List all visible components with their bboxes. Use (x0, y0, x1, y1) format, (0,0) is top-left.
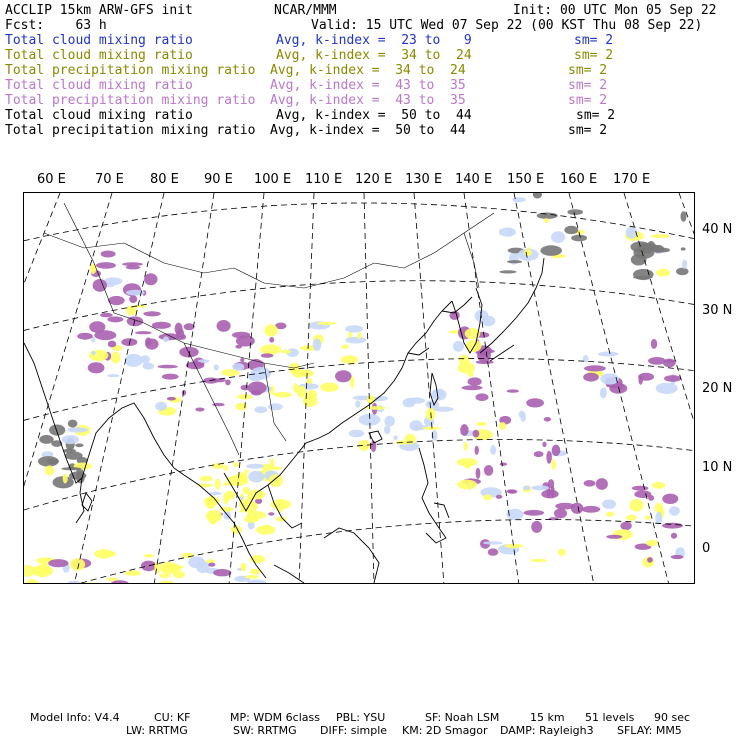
purple-field (544, 417, 551, 422)
purple-field (269, 337, 274, 343)
lon-label: 120 E (355, 172, 393, 187)
map-canvas (24, 193, 695, 584)
lat-label: 20 N (702, 381, 733, 396)
purple-field (152, 322, 171, 329)
purple-field (89, 321, 105, 333)
yellow-field (157, 581, 174, 584)
purple-field (554, 508, 567, 518)
yellow-field (224, 491, 235, 500)
lon-label: 170 E (613, 172, 651, 187)
light-blue-field (143, 363, 155, 370)
light-blue-field (656, 383, 678, 394)
light-blue-field (598, 352, 618, 357)
yellow-field (544, 218, 549, 223)
purple-field (101, 251, 116, 258)
purple-field (122, 262, 143, 266)
graticule-line (24, 440, 695, 514)
purple-field (473, 430, 480, 438)
light-blue-field (345, 325, 363, 332)
purple-field (143, 311, 161, 316)
gray-field (65, 452, 83, 460)
light-blue-field (508, 228, 512, 237)
purple-field (235, 345, 242, 349)
lon-label: 90 E (204, 172, 233, 187)
purple-field (647, 557, 653, 563)
gray-field (537, 213, 558, 219)
legend-smoothing: sm= 2 (568, 63, 608, 78)
yellow-field (173, 571, 185, 578)
light-blue-field (602, 499, 616, 509)
purple-field (620, 522, 631, 531)
gray-field (631, 254, 647, 266)
graticule-line (364, 193, 374, 584)
gray-field (499, 270, 516, 273)
light-blue-field (248, 471, 264, 483)
yellow-field (45, 465, 54, 475)
yellow-field (250, 569, 261, 575)
light-blue-field (107, 374, 119, 377)
institution: NCAR/MMM (274, 3, 337, 18)
purple-field (496, 495, 503, 499)
purple-field (664, 375, 681, 382)
legend-smoothing: sm= 2 (568, 123, 608, 138)
purple-field (526, 398, 544, 407)
light-blue-field (355, 400, 360, 408)
gray-field (46, 459, 59, 464)
footer-km: KM: 2D Smagor (402, 724, 488, 737)
light-blue-field (490, 445, 496, 455)
purple-field (584, 480, 596, 487)
legend-smoothing: sm= 2 (576, 108, 616, 123)
light-blue-field (453, 341, 464, 352)
lon-label: 70 E (95, 172, 124, 187)
light-blue-field (393, 435, 398, 440)
yellow-field (204, 496, 220, 505)
yellow-field (317, 322, 336, 325)
gray-field (39, 435, 53, 444)
yellow-field (464, 442, 468, 451)
yellow-field (63, 474, 68, 484)
light-blue-field (62, 435, 79, 444)
yellow-field (459, 355, 470, 365)
footer-timestep: 90 sec (654, 711, 691, 724)
yellow-field (278, 501, 283, 512)
legend-k-index: Avg, k-index = 43 to 35 (270, 78, 466, 93)
purple-field (476, 393, 489, 401)
purple-field (552, 445, 561, 456)
purple-field (671, 555, 684, 559)
graticule (24, 193, 695, 584)
light-blue-field (403, 398, 416, 408)
purple-field (651, 339, 657, 349)
yellow-field (256, 525, 275, 534)
purple-field (596, 478, 608, 490)
lat-label: 10 N (702, 460, 733, 475)
yellow-field (26, 579, 38, 584)
graticule-line (24, 193, 112, 584)
yellow-field (646, 540, 658, 547)
gray-field (676, 268, 689, 276)
lon-label: 60 E (37, 172, 66, 187)
light-blue-field (67, 581, 81, 584)
yellow-field (89, 350, 109, 361)
yellow-field (630, 499, 644, 512)
purple-field (534, 451, 544, 457)
yellow-field (558, 549, 566, 556)
yellow-field (457, 480, 477, 490)
light-blue-field (163, 336, 169, 342)
light-blue-field (374, 396, 388, 401)
legend-smoothing: sm= 2 (574, 33, 614, 48)
purple-field (488, 548, 499, 555)
yellow-field (341, 355, 358, 364)
purple-field (475, 446, 479, 455)
purple-field (77, 333, 93, 340)
purple-field (671, 533, 677, 539)
legend-k-index: Avg, k-index = 43 to 35 (270, 93, 466, 108)
gray-field (507, 260, 522, 263)
legend-field-name: Total cloud mixing ratio (5, 48, 193, 63)
purple-field (162, 374, 179, 380)
purple-field (96, 262, 116, 269)
light-blue-field (67, 427, 88, 432)
purple-field (141, 561, 157, 572)
yellow-field (505, 544, 524, 548)
light-blue-field (125, 354, 143, 367)
graticule-line (24, 520, 695, 584)
footer-sw: SW: RRTMG (233, 724, 297, 737)
gray-field (681, 247, 686, 250)
light-blue-field (313, 339, 322, 351)
legend-field-name: Total precipitation mixing ratio (5, 123, 256, 138)
purple-field (662, 494, 678, 504)
legend-k-index: Avg, k-index = 50 to 44 (270, 123, 466, 138)
purple-field (584, 365, 606, 371)
purple-field (100, 313, 113, 317)
purple-field (335, 370, 352, 382)
yellow-field (524, 249, 532, 256)
light-blue-field (384, 416, 395, 427)
light-blue-field (523, 486, 530, 491)
purple-field (108, 341, 117, 348)
yellow-field (320, 383, 339, 392)
yellow-field (655, 503, 663, 514)
purple-field (507, 489, 515, 493)
purple-field (531, 521, 542, 533)
gray-field (533, 193, 542, 199)
light-blue-field (91, 351, 96, 355)
purple-field (476, 468, 481, 479)
purple-field (551, 485, 555, 497)
yellow-field (181, 553, 194, 558)
gray-field (61, 467, 81, 470)
yellow-field (350, 376, 354, 388)
yellow-field (240, 563, 246, 571)
footer-levels: 51 levels (585, 711, 635, 724)
lat-label: 30 N (702, 303, 733, 318)
purple-field (225, 380, 230, 386)
yellow-field (103, 551, 116, 557)
gray-field (75, 443, 83, 447)
graticule-line (74, 193, 164, 584)
gray-field (49, 425, 65, 436)
legend-field-name: Total precipitation mixing ratio (5, 63, 256, 78)
purple-field (460, 424, 468, 436)
legend-field-name: Total precipitation mixing ratio (5, 93, 256, 108)
light-blue-field (655, 512, 662, 525)
graticule-line (414, 193, 444, 584)
map-panel (23, 192, 695, 584)
yellow-field (274, 392, 292, 397)
light-blue-field (232, 363, 244, 371)
light-blue-field (519, 411, 525, 418)
yellow-field (264, 324, 277, 336)
light-blue-field (214, 364, 219, 370)
model-title: ACCLIP 15km ARW-GFS init (5, 3, 193, 18)
light-blue-field (669, 506, 680, 516)
yellow-field (269, 474, 283, 487)
footer-pbl: PBL: YSU (336, 711, 386, 724)
yellow-field (483, 494, 492, 500)
light-blue-field (349, 430, 365, 438)
legend-k-index: Avg, k-index = 23 to 9 (276, 33, 472, 48)
gray-field (68, 420, 78, 428)
purple-field (648, 495, 654, 501)
light-blue-field (155, 402, 167, 411)
mixing-ratio-fields (24, 193, 689, 584)
purple-field (582, 506, 600, 513)
yellow-field (357, 332, 361, 339)
yellow-field (281, 350, 291, 354)
legend-smoothing: sm= 2 (568, 93, 608, 108)
lon-label: 160 E (560, 172, 598, 187)
forecast-hour: Fcst: 63 h (5, 18, 107, 33)
light-blue-field (345, 337, 366, 344)
yellow-field (144, 554, 155, 558)
yellow-field (626, 515, 637, 521)
yellow-field (297, 386, 306, 398)
yellow-field (650, 234, 670, 238)
yellow-field (244, 516, 258, 523)
light-blue-field (483, 541, 503, 544)
graticule-line (24, 193, 60, 584)
footer-model-info: Model Info: V4.4 (30, 711, 120, 724)
purple-field (524, 510, 545, 516)
lon-label: 150 E (507, 172, 545, 187)
light-blue-field (682, 260, 687, 269)
legend-k-index: Avg, k-index = 34 to 24 (276, 48, 472, 63)
footer-sflay: SFLAY: MM5 (617, 724, 682, 737)
footer-diff: DIFF: simple (320, 724, 388, 737)
light-blue-field (384, 425, 390, 434)
footer-damp: DAMP: Rayleigh3 (500, 724, 594, 737)
gray-field (567, 209, 583, 215)
graticule-line (24, 203, 695, 243)
yellow-field (233, 462, 239, 467)
yellow-field (159, 562, 178, 574)
footer-sf: SF: Noah LSM (425, 711, 500, 724)
purple-field (639, 375, 643, 384)
yellow-field (33, 565, 53, 577)
light-blue-field (437, 390, 443, 397)
purple-field (175, 323, 183, 335)
gray-field (564, 226, 578, 234)
purple-field (181, 334, 187, 339)
purple-field (476, 360, 494, 364)
valid-time: Valid: 15 UTC Wed 07 Sep 22 (00 KST Thu 08 Sep 22) (311, 18, 703, 33)
lon-label: 80 E (150, 172, 179, 187)
footer-lw: LW: RRTMG (126, 724, 188, 737)
yellow-field (551, 459, 556, 470)
purple-field (195, 408, 204, 412)
yellow-field (90, 264, 96, 275)
yellow-field (260, 344, 281, 354)
gray-field (571, 235, 587, 242)
lat-label: 40 N (702, 222, 733, 237)
yellow-field (307, 390, 317, 400)
legend-smoothing: sm= 2 (574, 48, 614, 63)
purple-field (484, 465, 493, 476)
yellow-field (111, 352, 121, 364)
yellow-field (159, 573, 170, 578)
purple-field (268, 512, 274, 515)
purple-field (48, 559, 68, 567)
footer-res: 15 km (530, 711, 565, 724)
gray-field (633, 269, 654, 280)
yellow-field (245, 470, 249, 474)
purple-field (208, 563, 215, 567)
purple-field (507, 389, 519, 392)
purple-field (261, 353, 274, 357)
purple-field (546, 451, 552, 464)
purple-field (251, 390, 262, 395)
purple-field (632, 486, 649, 491)
light-blue-field (531, 485, 549, 490)
yellow-field (342, 344, 349, 349)
yellow-field (656, 269, 670, 277)
yellow-field (606, 512, 615, 517)
gray-field (540, 245, 562, 256)
purple-field (571, 503, 583, 514)
purple-field (462, 385, 483, 390)
purple-field (232, 332, 250, 339)
yellow-field (499, 422, 506, 430)
gray-field (681, 211, 687, 222)
lon-label: 110 E (305, 172, 343, 187)
yellow-field (206, 510, 222, 522)
purple-field (167, 397, 176, 401)
purple-field (144, 273, 157, 285)
lon-label: 140 E (455, 172, 493, 187)
purple-field (583, 373, 599, 382)
yellow-field (457, 458, 478, 466)
yellow-field (86, 582, 94, 584)
lon-label: 100 E (254, 172, 292, 187)
light-blue-field (499, 228, 516, 237)
light-blue-field (600, 388, 607, 399)
purple-field (542, 442, 546, 447)
light-blue-field (626, 227, 637, 239)
purple-field (217, 320, 231, 332)
purple-field (88, 362, 105, 373)
yellow-field (237, 394, 253, 399)
purple-field (500, 463, 507, 466)
gray-field (653, 245, 664, 253)
purple-field (648, 357, 666, 365)
yellow-field (652, 482, 665, 489)
legend-field-name: Total cloud mixing ratio (5, 78, 193, 93)
light-blue-field (188, 557, 205, 569)
yellow-field (645, 516, 651, 521)
purple-field (213, 569, 231, 576)
legend-k-index: Avg, k-index = 50 to 44 (276, 108, 472, 123)
purple-field (606, 535, 622, 539)
footer-cu: CU: KF (154, 711, 191, 724)
light-blue-field (512, 197, 525, 202)
purple-field (662, 523, 683, 529)
yellow-field (248, 490, 265, 500)
yellow-field (245, 575, 259, 579)
lon-label: 130 E (405, 172, 443, 187)
legend-k-index: Avg, k-index = 34 to 24 (270, 63, 466, 78)
yellow-field (224, 465, 228, 471)
purple-field (240, 358, 244, 362)
init-time: Init: 00 UTC Mon 05 Sep 22 (513, 3, 717, 18)
purple-field (468, 377, 482, 385)
footer-mp: MP: WDM 6class (230, 711, 320, 724)
yellow-field (125, 571, 141, 576)
purple-field (107, 316, 123, 322)
purple-field (157, 365, 177, 369)
yellow-field (215, 479, 221, 490)
light-blue-field (254, 406, 267, 413)
yellow-field (531, 559, 548, 562)
yellow-field (476, 422, 486, 426)
light-blue-field (246, 464, 264, 469)
yellow-field (299, 370, 314, 377)
yellow-field (422, 427, 440, 430)
legend-smoothing: sm= 2 (568, 78, 608, 93)
purple-field (129, 295, 137, 303)
legend-field-name: Total cloud mixing ratio (5, 33, 193, 48)
purple-field (145, 339, 158, 350)
legend-field-name: Total cloud mixing ratio (5, 108, 193, 123)
yellow-field (200, 476, 213, 482)
light-blue-field (551, 231, 565, 243)
light-blue-field (268, 403, 283, 410)
light-blue-field (209, 492, 221, 495)
lat-label: 0 (702, 541, 711, 556)
purple-field (135, 331, 152, 334)
purple-field (184, 323, 195, 330)
